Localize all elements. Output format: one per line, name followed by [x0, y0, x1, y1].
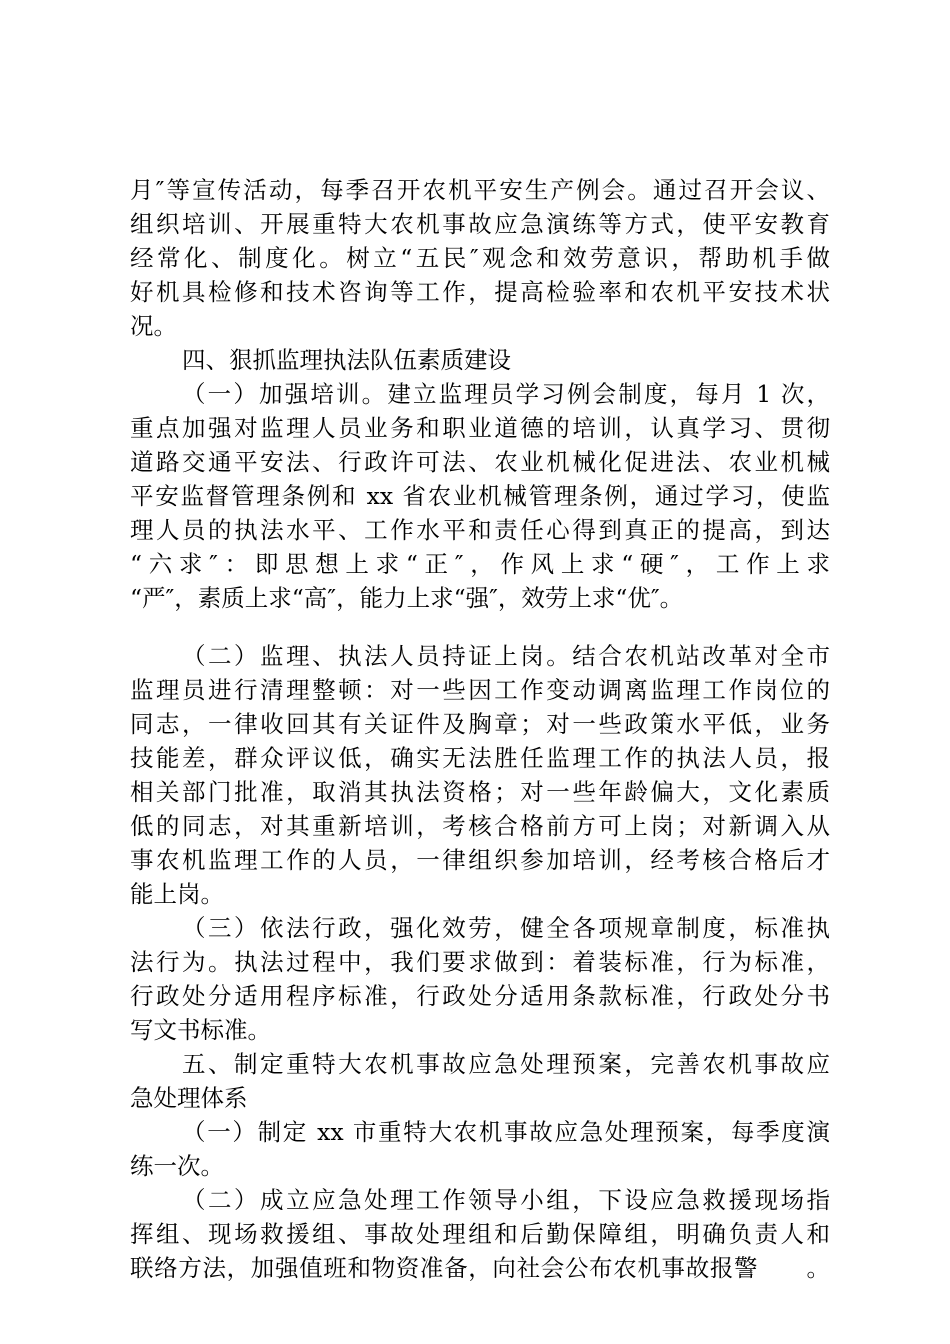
- section-heading: 急处理体系: [130, 1084, 248, 1112]
- text-line: 重点加强对监理人员业务和职业道德的培训，认真学习、贯彻: [130, 414, 830, 442]
- text-line: 联络方法，加强值班和物资准备，向社会公布农机事故报警 。: [130, 1254, 830, 1282]
- text-line: 经常化、制度化。树立“五民″观念和效劳意识，帮助机手做: [130, 244, 830, 272]
- text-line: 事农机监理工作的人员，一律组织参加培训，经考核合格后才: [130, 846, 830, 874]
- text-line: 平安监督管理条例和 xx 省农业机械管理条例，通过学习，使监: [130, 482, 830, 510]
- section-heading: 五、制定重特大农机事故应急处理预案，完善农机事故应: [182, 1050, 830, 1078]
- text-line: 相关部门批准，取消其执法资格；对一些年龄偏大，文化素质: [130, 778, 830, 806]
- text-line: 理人员的执法水平、工作水平和责任心得到真正的提高，到达: [130, 516, 830, 544]
- text-line: 能上岗。: [130, 880, 224, 908]
- text-line: 行政处分适用程序标准，行政处分适用条款标准，行政处分书: [130, 982, 830, 1010]
- text-line: 练一次。: [130, 1152, 224, 1180]
- text-line: 技能差，群众评议低，确实无法胜任监理工作的执法人员，报: [130, 744, 830, 772]
- text-line: （二）成立应急处理工作领导小组，下设应急救援现场指: [182, 1186, 830, 1214]
- text-line: 组织培训、开展重特大农机事故应急演练等方式，使平安教育: [130, 210, 830, 238]
- text-line: 写文书标准。: [130, 1016, 271, 1044]
- text-line: （二）监理、执法人员持证上岗。结合农机站改革对全市: [182, 642, 830, 670]
- text-line: 挥组、现场救援组、事故处理组和后勤保障组，明确负责人和: [130, 1220, 830, 1248]
- text-line: 法行为。执法过程中，我们要求做到：着装标准，行为标准，: [130, 948, 830, 976]
- text-line: “六求″：即思想上求“正″，作风上求“硬″，工作上求: [130, 550, 830, 578]
- text-line: （一）制定 xx 市重特大农机事故应急处理预案，每季度演: [182, 1118, 830, 1146]
- text-line: 好机具检修和技术咨询等工作，提高检验率和农机平安技术状: [130, 278, 830, 306]
- text-line: 低的同志，对其重新培训，考核合格前方可上岗；对新调入从: [130, 812, 830, 840]
- text-line: （三）依法行政，强化效劳，健全各项规章制度，标准执: [182, 914, 830, 942]
- text-line: 同志，一律收回其有关证件及胸章；对一些政策水平低，业务: [130, 710, 830, 738]
- text-line: “严″，素质上求“高″，能力上求“强″，效劳上求“优″。: [130, 584, 684, 612]
- text-line: 监理员进行清理整顿：对一些因工作变动调离监理工作岗位的: [130, 676, 830, 704]
- text-line: 月″等宣传活动，每季召开农机平安生产例会。通过召开会议、: [130, 176, 830, 204]
- section-heading: 四、狠抓监理执法队伍素质建设: [182, 346, 511, 374]
- text-line: 道路交通平安法、行政许可法、农业机械化促进法、农业机械: [130, 448, 830, 476]
- text-line: 况。: [130, 312, 177, 340]
- text-line: （一）加强培训。建立监理员学习例会制度，每月 1 次，: [182, 380, 830, 408]
